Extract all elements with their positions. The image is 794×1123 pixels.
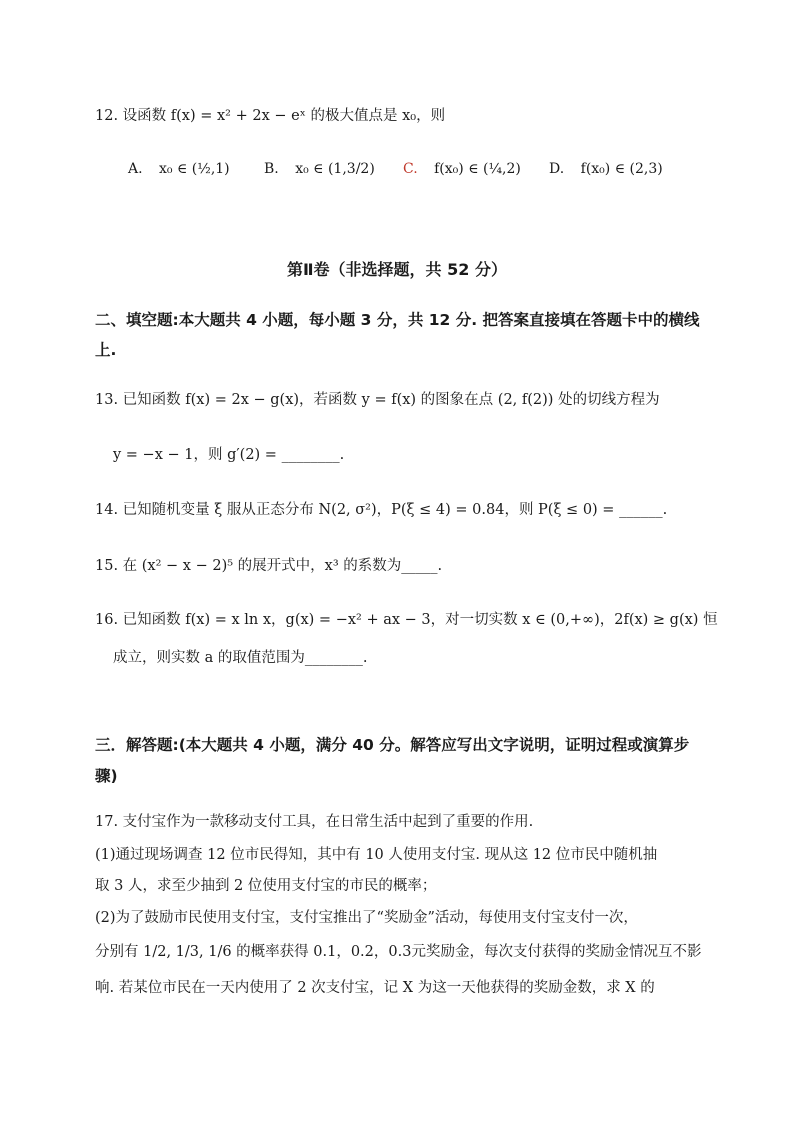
q17-intro: 17. 支付宝作为一款移动支付工具，在日常生活中起到了重要的作用. — [95, 814, 534, 830]
option-d-label: D. — [549, 161, 565, 177]
q13-line2: y = −x − 1，则 g′(2) = ________. — [113, 447, 345, 463]
option-a-text: x₀ ∈ (½,1) — [159, 161, 230, 177]
section2-heading-line2: 上. — [95, 341, 117, 359]
q12-stem: 12. 设函数 f(x) = x² + 2x − eˣ 的极大值点是 x₀，则 — [95, 108, 446, 124]
section3-heading-line1: 三．解答题:(本大题共 4 小题，满分 40 分。解答应写出文字说明，证明过程或演算步 — [95, 736, 690, 754]
section3-heading-line2: 骤) — [95, 767, 118, 785]
option-c-label: C. — [403, 161, 418, 177]
option-b-text: x₀ ∈ (1,3/2) — [295, 161, 375, 177]
q13-line1: 13. 已知函数 f(x) = 2x − g(x)，若函数 y = f(x) 的图象在点 (2, f(2)) 处的切线方程为 — [95, 392, 660, 408]
q17-part2-line1: (2)为了鼓励市民使用支付宝，支付宝推出了“奖励金”活动，每使用支付宝支付一次， — [95, 910, 638, 926]
q17-part2-line2: 分别有 1/2, 1/3, 1/6 的概率获得 0.1，0.2，0.3元奖励金，每次支付获得的奖励金情况互不影 — [95, 944, 702, 960]
q15-text: 15. 在 (x² − x − 2)⁵ 的展开式中，x³ 的系数为_____. — [95, 558, 443, 574]
q12-option-d — [549, 159, 663, 179]
q16-line2: 成立，则实数 a 的取值范围为________. — [113, 650, 368, 666]
q12-option-b — [264, 159, 375, 179]
q12-option-c — [403, 159, 521, 179]
option-b-label: B. — [264, 161, 279, 177]
q17-part2-line3: 响. 若某位市民在一天内使用了 2 次支付宝，记 X 为这一天他获得的奖励金数，求 X 的 — [95, 980, 655, 996]
option-d-text: f(x₀) ∈ (2,3) — [580, 161, 663, 177]
option-c-text: f(x₀) ∈ (¼,2) — [434, 161, 521, 177]
q14-text: 14. 已知随机变量 ξ 服从正态分布 N(2, σ²)，P(ξ ≤ 4) = 0.84，则 P(ξ ≤ 0) = ______. — [95, 502, 668, 518]
section2-heading-line1: 二、填空题:本大题共 4 小题，每小题 3 分，共 12 分. 把答案直接填在答题卡中的横线 — [95, 311, 700, 329]
q12-option-a — [128, 159, 230, 179]
q16-line1: 16. 已知函数 f(x) = x ln x，g(x) = −x² + ax − 3，对一切实数 x ∈ (0,+∞)，2f(x) ≥ g(x) 恒 — [95, 612, 718, 628]
q17-part1-line1: (1)通过现场调查 12 位市民得知，其中有 10 人使用支付宝. 现从这 12 位市民中随机抽 — [95, 847, 658, 863]
section2-title: 第Ⅱ卷（非选择题，共 52 分） — [287, 260, 507, 279]
option-a-label: A. — [128, 161, 143, 177]
q17-part1-line2: 取 3 人，求至少抽到 2 位使用支付宝的市民的概率； — [95, 878, 437, 894]
